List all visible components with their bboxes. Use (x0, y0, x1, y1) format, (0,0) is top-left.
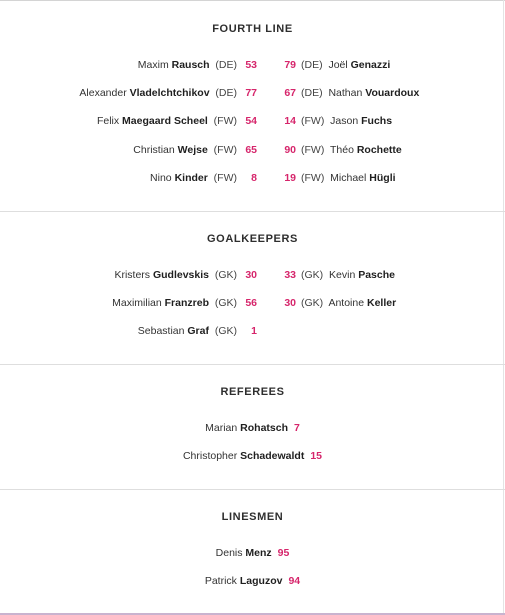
right-player (301, 113, 392, 129)
jersey-number: 77 (245, 87, 257, 99)
first-name: Christian (133, 144, 175, 156)
position: (GK) (214, 297, 237, 309)
fourth-line-row (0, 113, 505, 129)
right-player (301, 267, 395, 283)
first-name: Marian (205, 422, 238, 434)
goalkeepers-row (0, 295, 505, 311)
first-name: Michael (330, 172, 367, 184)
goalkeepers-row (0, 323, 505, 339)
last-name: Laguzov (239, 575, 283, 587)
section-divider (0, 364, 505, 365)
first-name: Nino (150, 172, 172, 184)
last-name: Rochette (356, 144, 402, 156)
first-name: Jason (330, 115, 359, 127)
jersey-number: 65 (245, 144, 257, 156)
jersey-number: 19 (284, 172, 296, 184)
last-name: Menz (245, 547, 272, 559)
position: (FW) (213, 115, 237, 127)
referee-entry (0, 420, 505, 436)
section-title-linesmen: LINESMEN (221, 511, 284, 523)
official-number: 7 (294, 422, 300, 434)
left-player (112, 295, 237, 311)
left-player (133, 142, 237, 158)
position: (FW) (301, 115, 325, 127)
official-number: 94 (288, 575, 301, 587)
official-number: 95 (277, 547, 290, 559)
left-player (138, 57, 237, 73)
first-name: Kristers (114, 269, 151, 281)
last-name: Rohatsch (240, 422, 289, 434)
section-title-fourth-line: FOURTH LINE (212, 23, 293, 35)
left-player (114, 267, 237, 283)
first-name: Sebastian (137, 325, 185, 337)
first-name: Patrick (204, 575, 237, 587)
referee-entry (0, 448, 505, 464)
right-player (301, 85, 419, 101)
linesman-entry (0, 573, 505, 589)
first-name: Felix (96, 115, 120, 127)
jersey-number: 33 (284, 269, 296, 281)
section-divider (0, 211, 505, 212)
right-player (301, 142, 402, 158)
first-name: Théo (329, 144, 354, 156)
fourth-line-row (0, 57, 505, 73)
left-player (150, 170, 237, 186)
jersey-number: 14 (284, 115, 296, 127)
last-name: Keller (366, 297, 397, 309)
last-name: Pasche (358, 269, 395, 281)
last-name: Gudlevskis (152, 269, 209, 281)
last-name: Rausch (171, 59, 210, 71)
last-name: Hügli (369, 172, 396, 184)
position: (DE) (215, 87, 237, 99)
jersey-number: 30 (245, 269, 257, 281)
jersey-number: 54 (245, 115, 257, 127)
position: (GK) (301, 269, 324, 281)
right-player (301, 170, 396, 186)
left-player (138, 323, 237, 339)
last-name: Schadewaldt (240, 450, 305, 462)
last-name: Vouardoux (365, 87, 420, 99)
position: (DE) (215, 59, 237, 71)
fourth-line-row (0, 142, 505, 158)
official-number: 15 (310, 450, 323, 462)
first-name: Antoine (328, 297, 365, 309)
jersey-number: 53 (245, 59, 257, 71)
last-name: Genazzi (350, 59, 391, 71)
section-divider (0, 489, 505, 490)
jersey-number: 1 (251, 325, 257, 337)
first-name: Joël (328, 59, 348, 71)
position: (GK) (214, 325, 237, 337)
first-name: Denis (215, 547, 243, 559)
fourth-line-row (0, 85, 505, 101)
position: (FW) (301, 172, 325, 184)
right-player (301, 295, 396, 311)
position: (FW) (301, 144, 325, 156)
first-name: Maxim (137, 59, 169, 71)
last-name: Maegaard Scheel (122, 115, 208, 127)
position: (FW) (213, 144, 237, 156)
jersey-number: 8 (251, 172, 257, 184)
jersey-number: 90 (284, 144, 296, 156)
jersey-number: 79 (284, 59, 296, 71)
last-name: Vladelchtchikov (129, 87, 210, 99)
first-name: Alexander (79, 87, 127, 99)
last-name: Wejse (177, 144, 208, 156)
first-name: Kevin (329, 269, 356, 281)
last-name: Graf (187, 325, 209, 337)
first-name: Christopher (182, 450, 238, 462)
position: (GK) (214, 269, 237, 281)
position: (FW) (213, 172, 237, 184)
last-name: Franzreb (164, 297, 209, 309)
linesman-entry (0, 545, 505, 561)
section-title-goalkeepers: GOALKEEPERS (207, 233, 298, 245)
goalkeepers-row (0, 267, 505, 283)
first-name: Nathan (328, 87, 363, 99)
left-player (79, 85, 237, 101)
last-name: Fuchs (361, 115, 393, 127)
top-border (0, 0, 505, 1)
position: (DE) (301, 87, 323, 99)
last-name: Kinder (174, 172, 208, 184)
fourth-line-row (0, 170, 505, 186)
jersey-number: 30 (284, 297, 296, 309)
jersey-number: 67 (284, 87, 296, 99)
right-player (301, 57, 390, 73)
left-player (97, 113, 237, 129)
position: (DE) (301, 59, 323, 71)
section-title-referees: REFEREES (220, 386, 285, 398)
jersey-number: 56 (245, 297, 257, 309)
first-name: Maximilian (112, 297, 162, 309)
position: (GK) (301, 297, 324, 309)
